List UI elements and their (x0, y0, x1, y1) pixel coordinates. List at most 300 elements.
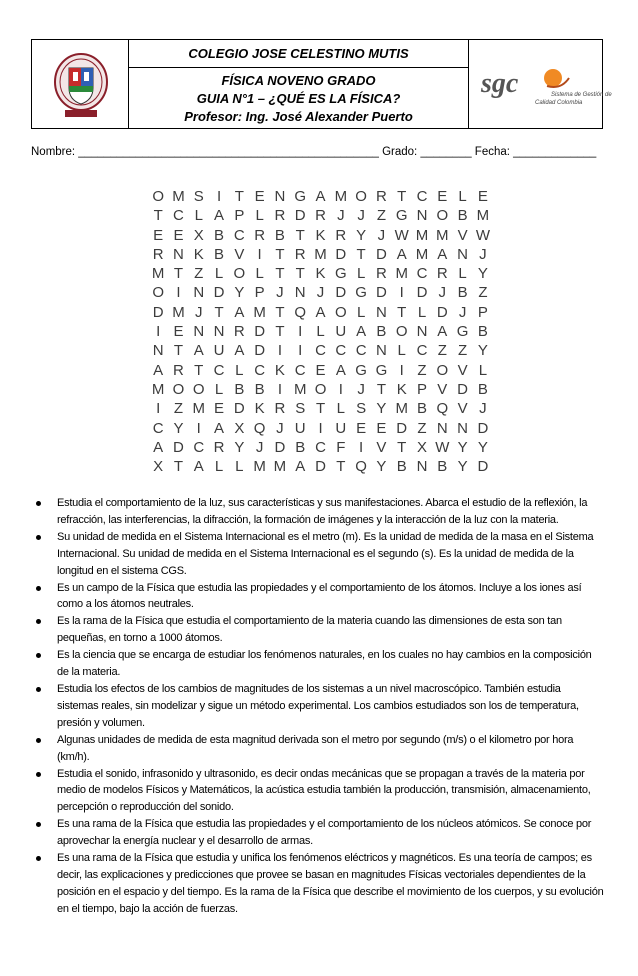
grid-row (148, 245, 493, 264)
grid-letter: Y (477, 265, 488, 283)
grid-letter: D (436, 303, 448, 321)
grid-letter: A (234, 303, 245, 321)
grid-letter: A (315, 188, 326, 205)
clue-item (36, 529, 604, 580)
grid-letter: Q (355, 458, 367, 476)
grid-letter: O (172, 380, 185, 398)
grid-letter: Y (457, 438, 468, 456)
grid-letter: C (416, 188, 428, 205)
grid-letter: C (152, 419, 164, 437)
grid-letter: X (417, 438, 428, 456)
grid-letter: G (355, 284, 367, 302)
grid-letter: G (355, 361, 367, 379)
grid-row (148, 187, 493, 206)
grid-letter: B (376, 323, 387, 341)
grid-letter: Z (417, 361, 427, 379)
grid-letter: T (234, 188, 244, 205)
grid-letter: J (357, 207, 365, 225)
grid-letter: X (234, 419, 245, 437)
bullet-icon (36, 535, 41, 540)
grid-row (148, 399, 493, 418)
grid-letter: X (153, 458, 164, 476)
grid-letter: L (356, 265, 366, 283)
grid-letter: Z (437, 342, 447, 360)
grid-letter: D (274, 438, 286, 456)
grid-letter: T (295, 265, 305, 283)
grid-letter: T (336, 458, 346, 476)
grid-letter: L (214, 265, 224, 283)
grid-row (148, 438, 493, 457)
clue-text: Algunas unidades de medida de esta magnitud derivada son el metro por segundo (m/s) o el kilometro por hora (km/h). (57, 733, 574, 763)
grid-letter: T (397, 438, 407, 456)
grid-letter: A (234, 342, 245, 360)
grid-letter: J (276, 284, 284, 302)
grid-letter: O (436, 361, 449, 379)
grid-row (148, 361, 493, 380)
grid-letter: N (152, 342, 164, 360)
bullet-icon (36, 687, 41, 692)
grid-letter: L (194, 207, 203, 225)
grid-letter: L (478, 361, 488, 379)
grid-letter: N (436, 419, 448, 437)
grid-letter: R (436, 265, 448, 283)
grid-letter: C (416, 342, 428, 360)
grid-letter: A (295, 458, 306, 476)
grid-letter: A (193, 458, 204, 476)
grid-letter: T (173, 265, 184, 283)
grid-letter: Q (436, 400, 449, 418)
grid-letter: V (234, 245, 245, 263)
grid-letter: Y (457, 458, 468, 476)
grid-letter: A (437, 323, 448, 341)
clue-text: Su unidad de medida en el Sistema Internacional es el metro (m). Es la unidad de medida de la masa en el Sistema Internacional. Su unidad de medida en el Sistema Internacional es el segundo (s). Es la unidad de medida de la longitud en el sistema CGS. (57, 530, 594, 577)
grid-letter: J (377, 226, 386, 244)
bullet-icon (36, 738, 41, 743)
sgc-caption-2: Calidad Colombia (535, 100, 583, 106)
guide-info (129, 68, 468, 128)
grid-letter: K (315, 226, 326, 244)
grid-letter: Q (294, 303, 307, 321)
grid-letter: I (298, 323, 303, 341)
guide-title: GUIA N°1 – ¿QUÉ ES LA FÍSICA? (196, 91, 401, 106)
clue-text: Es una rama de la Física que estudia las propiedades y el comportamiento de los núcleos atómicos. Se conoce por aprovechar la energía nuclear y el desarrollo de armas. (57, 818, 592, 848)
grid-letter: Q (253, 419, 266, 437)
grid-letter: D (213, 284, 225, 302)
clue-text: Estudia el comportamiento de la luz, sus características y sus manifestaciones. Abarca el estudio de la reflexión, la refracción, las interferencias, la difracción, la formación de imágenes y la interacción de la luz con la materia. (57, 497, 588, 526)
grid-letter: K (193, 245, 204, 263)
grid-letter: R (213, 438, 225, 456)
grid-letter: M (395, 400, 408, 418)
grid-letter: I (338, 380, 343, 398)
grid-letter: P (254, 284, 265, 302)
grid-letter: N (457, 419, 469, 437)
grid-letter: L (336, 400, 345, 418)
grid-letter: G (334, 265, 347, 283)
grid-letter: I (156, 400, 161, 418)
grid-letter: W (394, 226, 409, 244)
grid-letter: E (254, 188, 265, 205)
grid-letter: B (417, 400, 428, 418)
grid-letter: I (399, 361, 404, 379)
clue-item (36, 732, 604, 766)
grid-letter: R (294, 245, 306, 263)
grid-letter: A (437, 245, 448, 263)
grid-letter: Z (194, 265, 204, 283)
school-name: COLEGIO JOSE CELESTINO MUTIS (129, 40, 468, 68)
grid-letter: D (315, 458, 326, 476)
grid-letter: T (275, 303, 285, 321)
grid-letter: N (375, 342, 387, 360)
grid-letter: V (376, 438, 387, 456)
grid-letter: J (479, 245, 487, 263)
grid-letter: Z (417, 419, 427, 437)
grid-letter: B (477, 323, 488, 341)
grid-letter: B (396, 458, 407, 476)
grid-row (148, 206, 493, 225)
teacher-name: Profesor: Ing. José Alexander Puerto (184, 109, 413, 124)
grid-letter: N (193, 284, 205, 302)
grid-letter: B (457, 207, 468, 225)
grid-letter: Z (376, 207, 386, 225)
clue-item (36, 613, 604, 647)
grid-letter: B (477, 380, 488, 398)
grid-letter: L (356, 303, 366, 321)
grid-letter: B (234, 380, 245, 398)
grid-letter: C (294, 361, 306, 379)
grid-letter: R (274, 400, 286, 418)
grid-letter: R (375, 265, 387, 283)
grid-letter: Z (478, 284, 488, 302)
grid-letter: V (457, 400, 468, 418)
grid-letter: Y (477, 342, 488, 360)
grid-letter: A (214, 419, 225, 437)
student-info-line: Nombre: _______________________________________________ Grado: ________ Fecha: _____________ (31, 146, 597, 158)
grid-letter: G (456, 323, 469, 341)
grid-letter: V (457, 226, 468, 244)
grid-letter: N (193, 323, 205, 341)
grid-row (148, 322, 493, 341)
grid-letter: T (397, 303, 407, 321)
grid-letter: L (458, 188, 467, 205)
grid-letter: Y (477, 438, 488, 456)
grid-letter: I (176, 284, 181, 302)
grid-letter: T (194, 361, 204, 379)
sgc-quality-logo (477, 56, 612, 116)
grid-letter: T (214, 303, 224, 321)
grid-row (148, 341, 493, 360)
grid-row (148, 226, 493, 245)
grid-letter: T (275, 323, 285, 341)
grid-letter: I (257, 245, 262, 263)
grid-letter: J (479, 400, 487, 418)
grid-row (148, 419, 493, 438)
sgc-logo-text: sgc (481, 68, 519, 99)
bullet-icon (36, 586, 41, 591)
grid-letter: S (356, 400, 367, 418)
grid-letter: E (437, 188, 448, 205)
grid-letter: D (335, 245, 347, 263)
grid-letter: A (356, 323, 367, 341)
grid-letter: T (173, 342, 184, 360)
grid-letter: J (255, 438, 264, 456)
grid-letter: C (416, 265, 428, 283)
grid-letter: Y (376, 458, 387, 476)
header-logo-right-cell (468, 40, 612, 128)
clue-item (36, 647, 604, 681)
grid-letter: T (275, 265, 285, 283)
grid-letter: E (315, 361, 326, 379)
clue-text: Es la rama de la Física que estudia el comportamiento de la materia cuando las dimensiones de esta son tan pequeñas, en torno a 1000 átomos. (57, 615, 562, 645)
grid-letter: J (438, 284, 447, 302)
header-table (31, 39, 612, 129)
grid-letter: O (233, 265, 246, 283)
clue-text: Es un campo de la Física que estudia las propiedades y el comportamiento de los átomos. Incluye a los iones así como a los átomos neutrales. (57, 581, 582, 611)
grid-letter: J (194, 303, 203, 321)
clue-item (36, 495, 604, 529)
grid-letter: J (337, 207, 345, 225)
grid-letter: M (476, 207, 490, 225)
grid-letter: O (192, 380, 205, 398)
grid-letter: D (396, 419, 408, 437)
clue-list (36, 495, 604, 918)
grid-letter: C (233, 226, 245, 244)
grid-letter: G (375, 361, 388, 379)
grid-letter: N (416, 207, 428, 225)
grid-letter: I (277, 380, 283, 398)
grid-letter: D (294, 207, 306, 225)
grid-letter: T (173, 458, 184, 476)
grid-letter: G (294, 188, 307, 205)
grid-row (148, 303, 493, 322)
grid-letter: V (457, 361, 468, 379)
grid-letter: B (274, 226, 285, 244)
grid-letter: O (314, 380, 327, 398)
grid-letter: A (396, 245, 407, 263)
grid-row (148, 457, 493, 476)
grid-letter: M (436, 226, 449, 244)
grid-letter: C (355, 342, 367, 360)
grid-letter: I (156, 323, 161, 341)
grid-letter: N (213, 323, 225, 341)
grid-letter: L (316, 323, 325, 341)
grid-letter: A (214, 207, 225, 225)
header-logo-left-cell (32, 40, 129, 128)
subject-title: FÍSICA NOVENO GRADO (221, 73, 376, 88)
sgc-caption-1: Sistema de Gestión de (551, 92, 612, 98)
grid-letter: K (254, 400, 265, 418)
grid-letter: J (357, 380, 365, 398)
grid-letter: L (214, 380, 224, 398)
grid-letter: Y (356, 226, 367, 244)
grid-letter: N (375, 303, 387, 321)
grid-letter: D (173, 438, 184, 456)
grid-letter: D (457, 380, 469, 398)
grid-letter: A (315, 303, 326, 321)
grid-letter: A (153, 438, 164, 456)
clue-text: Estudia el sonido, infrasonido y ultrasonido, es decir ondas mecánicas que se propagan a través de la materia por medio de modelos Físicos y Matemáticos, la acústica estudia también la producción, transmisión, almacenamiento, percepción o reproducción del sonido. (57, 767, 591, 814)
grid-letter: C (315, 438, 326, 456)
bullet-icon (36, 772, 41, 777)
grid-letter: M (253, 458, 266, 476)
grid-letter: G (395, 207, 408, 225)
grid-letter: T (356, 245, 366, 263)
grid-letter: M (151, 265, 165, 283)
grid-letter: M (293, 380, 307, 398)
bullet-icon (36, 619, 41, 624)
grid-letter: M (395, 265, 408, 283)
grid-letter: X (193, 226, 204, 244)
grid-letter: M (192, 400, 205, 418)
school-crest-logo (51, 48, 111, 122)
grid-letter: L (255, 265, 264, 283)
grid-letter: K (396, 380, 407, 398)
grid-letter: U (335, 323, 347, 341)
grid-letter: N (457, 245, 469, 263)
grid-letter: T (295, 226, 305, 244)
bullet-icon (36, 653, 41, 658)
grid-letter: T (315, 400, 326, 418)
grid-letter: E (376, 419, 387, 437)
grid-letter: N (294, 284, 306, 302)
grid-letter: R (315, 207, 326, 225)
grid-letter: M (415, 226, 429, 244)
grid-letter: P (417, 380, 428, 398)
grid-letter: U (213, 342, 225, 360)
grid-letter: E (477, 188, 488, 205)
grid-letter: T (397, 188, 407, 205)
grid-letter: K (274, 361, 285, 379)
clue-text: Estudia los efectos de los cambios de magnitudes de los sistemas a un nivel macroscópico. También estudia sistemas reales, sin modelizar y sigue un método experimental. Los cambios estudiados son los de temperatura, presión y volumen. (57, 682, 579, 729)
grid-letter: O (152, 284, 164, 302)
grid-letter: I (196, 419, 201, 437)
grid-letter: D (233, 400, 245, 418)
grid-letter: D (375, 245, 387, 263)
grid-letter: P (234, 207, 245, 225)
grid-letter: A (153, 361, 164, 379)
word-search-grid (148, 187, 493, 476)
grid-letter: I (399, 284, 404, 302)
grid-letter: C (213, 361, 225, 379)
grid-letter: Z (173, 400, 184, 418)
grid-letter: M (314, 245, 327, 263)
grid-letter: R (254, 226, 266, 244)
grid-letter: L (214, 458, 224, 476)
grid-letter: B (254, 380, 265, 398)
grid-letter: B (437, 458, 448, 476)
clue-item (36, 850, 604, 918)
grid-letter: I (216, 188, 222, 205)
grid-letter: M (273, 458, 287, 476)
grid-letter: L (255, 207, 264, 225)
clue-item (36, 816, 604, 850)
grid-letter: Y (234, 438, 245, 456)
grid-letter: D (477, 458, 489, 476)
grid-letter: T (376, 380, 386, 398)
grid-letter: O (152, 188, 164, 205)
bullet-icon (36, 856, 41, 861)
grid-letter: S (295, 400, 306, 418)
grid-letter: I (277, 342, 283, 360)
grid-letter: S (193, 188, 204, 205)
grid-letter: C (335, 342, 347, 360)
grid-letter: F (336, 438, 346, 456)
grid-letter: L (417, 303, 427, 321)
grid-letter: O (334, 303, 347, 321)
grid-letter: M (415, 245, 429, 263)
grid-letter: J (316, 284, 325, 302)
bullet-icon (36, 501, 41, 506)
grid-letter: Y (234, 284, 245, 302)
grid-letter: E (356, 419, 367, 437)
grid-letter: L (235, 361, 244, 379)
grid-letter: D (416, 284, 428, 302)
grid-letter: R (335, 226, 347, 244)
grid-letter: L (397, 342, 406, 360)
grid-letter: W (435, 438, 450, 456)
grid-letter: C (254, 361, 266, 379)
grid-letter: N (416, 458, 428, 476)
clue-text: Es la ciencia que se encarga de estudiar los fenómenos naturales, en los cuales no hay cambios en la composición de la materia. (57, 649, 592, 679)
grid-letter: M (334, 188, 348, 205)
grid-letter: E (153, 226, 164, 244)
grid-letter: B (214, 245, 225, 263)
grid-letter: O (436, 207, 449, 225)
clue-item (36, 766, 604, 817)
grid-letter: A (193, 342, 204, 360)
grid-letter: Z (458, 342, 468, 360)
grid-letter: B (457, 284, 468, 302)
grid-letter: M (172, 303, 185, 321)
grid-letter: A (335, 361, 346, 379)
grid-letter: D (335, 284, 347, 302)
grid-letter: M (172, 188, 185, 205)
grid-letter: D (152, 303, 164, 321)
grid-letter: R (173, 361, 184, 379)
bullet-icon (36, 822, 41, 827)
grid-letter: B (214, 226, 225, 244)
grid-letter: R (274, 207, 286, 225)
grid-letter: M (151, 380, 165, 398)
grid-letter: O (355, 188, 367, 205)
grid-letter: L (458, 265, 467, 283)
grid-letter: T (275, 245, 285, 263)
grid-letter: V (437, 380, 448, 398)
grid-letter: U (294, 419, 306, 437)
grid-letter: I (359, 438, 364, 456)
grid-row (148, 380, 493, 399)
grid-letter: N (416, 323, 428, 341)
grid-letter: L (235, 458, 244, 476)
grid-letter: U (335, 419, 347, 437)
grid-letter: Y (376, 400, 387, 418)
grid-letter: N (173, 245, 184, 263)
grid-letter: B (295, 438, 306, 456)
grid-letter: K (315, 265, 326, 283)
grid-letter: W (475, 226, 490, 244)
clue-text: Es una rama de la Física que estudia y unifica los fenómenos eléctricos y magnéticos. Es una teoría de campos; es decir, las explicaciones y predicciones que provee se basan en magnitudes Físicas vectoriales dependientes de la posición en el espacio y del tiempo. Es la rama de la Física que describe el movimiento de los cuerpos, y su evolución en el tiempo, bajo la acción de fuerzas. (57, 852, 604, 915)
grid-letter: Y (173, 419, 184, 437)
grid-letter: J (276, 419, 284, 437)
grid-letter: D (254, 323, 266, 341)
grid-letter: M (253, 303, 266, 321)
grid-row (148, 264, 493, 283)
grid-row (148, 283, 493, 302)
grid-letter: R (233, 323, 245, 341)
grid-letter: C (173, 207, 184, 225)
grid-letter: D (254, 342, 266, 360)
grid-letter: D (477, 419, 489, 437)
clue-item (36, 681, 604, 732)
